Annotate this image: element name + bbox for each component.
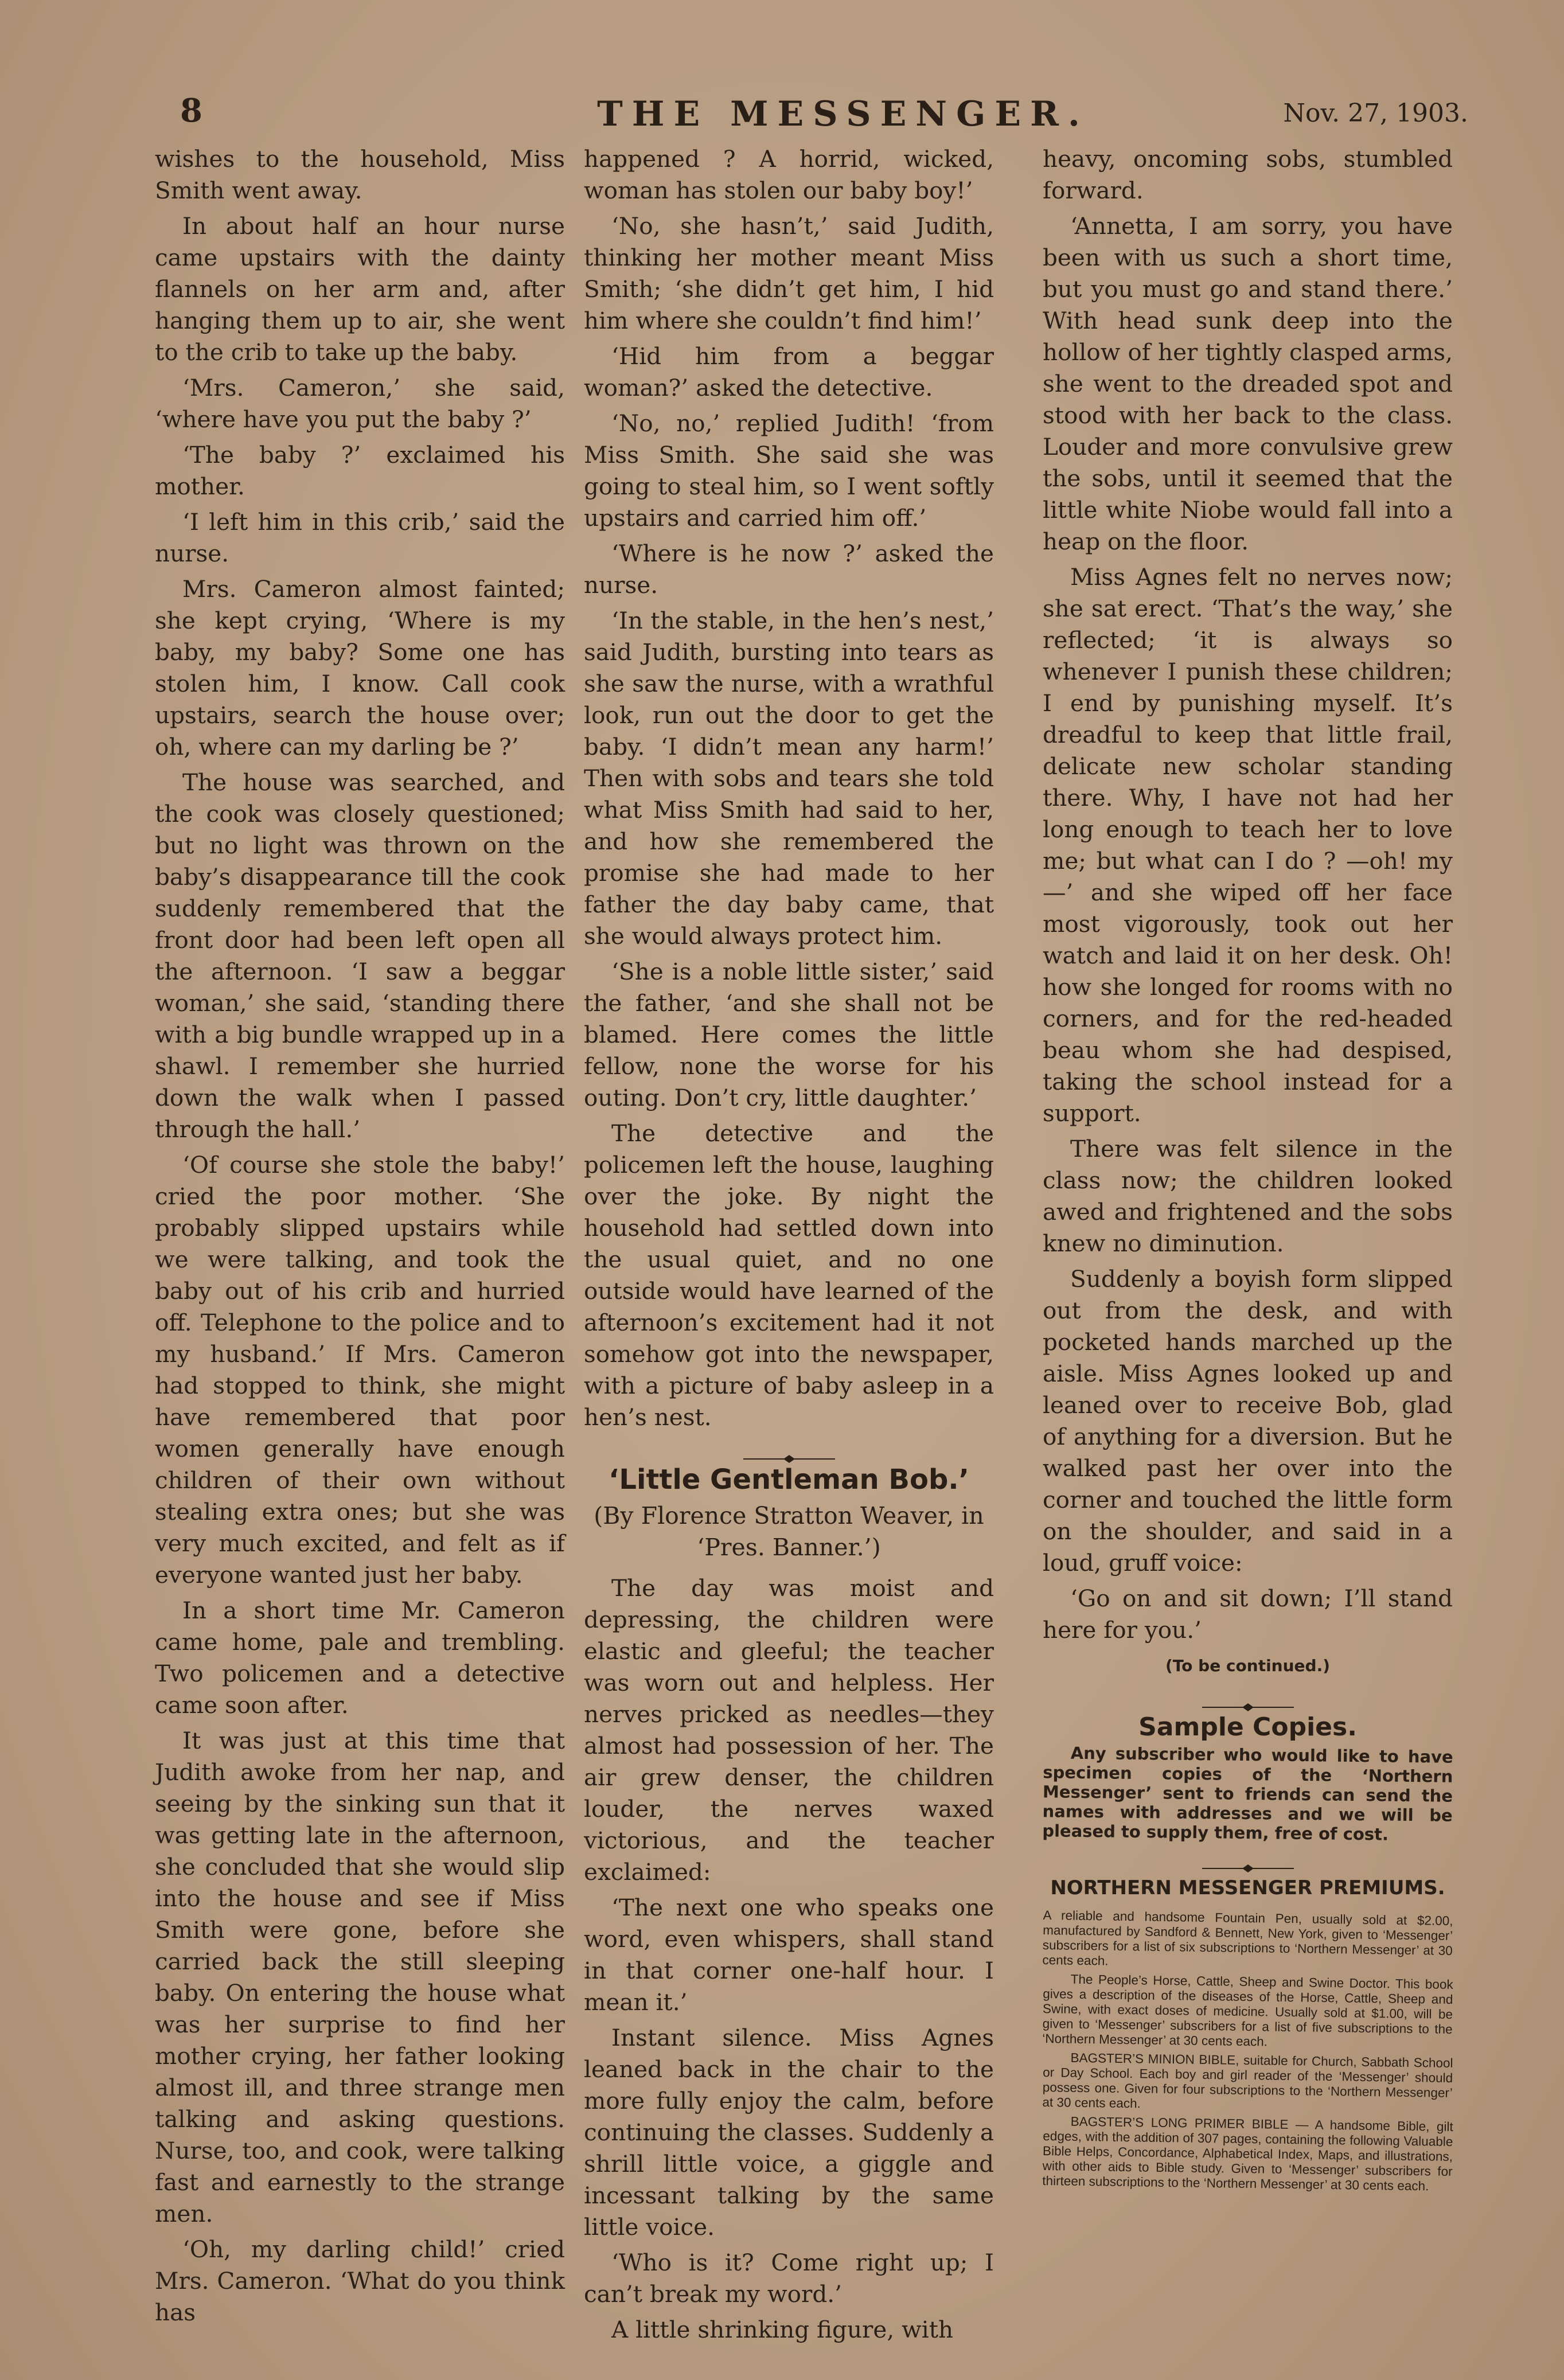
page-header <box>172 92 1468 143</box>
column-2 <box>584 143 994 2350</box>
paragraph: ‘She is a noble little sister,’ said the father, ‘and she shall not be blamed. Here comes the little fellow, none the worse for his outing. Don’t cry, little daughter.’ <box>584 958 994 1111</box>
paragraph: ‘I left him in this crib,’ said the nurse. <box>155 508 565 567</box>
paragraph: wishes to the household, Miss Smith went away. <box>155 145 565 204</box>
paragraph: Instant silence. Miss Agnes leaned back in the chair to the more fully enjoy the calm, before continuing the classes. Suddenly a shrill little voice, a giggle and incessant talking by the same little voice. <box>584 2024 994 2241</box>
paragraph: It was just at this time that Judith awoke from her nap, and seeing by the sinking sun that it was getting late in the afternoon, she concluded that she would slip into the house and see if Miss Smith were gone, before she carried back the still sleeping baby. On entering the house what was her surprise to find her mother crying, her father looking almost ill, and three strange men talking and asking questions. Nurse, too, and cook, were talking fast and earnestly to the strange men. <box>155 1727 565 2227</box>
column-3 <box>1043 143 1453 2195</box>
paragraph: A little shrinking figure, with <box>611 2316 954 2343</box>
paragraph: ‘No, no,’ replied Judith! ‘from Miss Smith. She said she was going to steal him, so I went softly upstairs and carried him off.’ <box>584 409 994 532</box>
paragraph: The day was moist and depressing, the children were elastic and gleeful; the teacher was worn out and helpless. Her nerves pricked as needles—they almost had possession of her. The air grew denser, the children louder, the nerves waxed victorious, and the teacher exclaimed: <box>584 1574 994 1886</box>
story-title: ‘Little Gentleman Bob.’ <box>609 1464 969 1496</box>
ornament-divider <box>1043 1851 1453 1862</box>
paragraph: happened ? A horrid, wicked, woman has stolen our baby boy!’ <box>584 145 994 204</box>
sample-copies-title: Sample Copies. <box>1138 1712 1357 1742</box>
premium-item: The People’s Horse, Cattle, Sheep and Swine Doctor. This book gives a description of the diseases of the Horse, Cattle, Sheep and Swine, with exact doses of medicine. Usually sold at $1.00, will be given to ‘Messenger’ subscribers for a list of five subscriptions to the ‘Northern Messenger’ at 30 cents each. <box>1042 1972 1453 2049</box>
paragraph: In a short time Mr. Cameron came home, pale and trembling. Two policemen and a detective came soon after. <box>155 1597 565 1719</box>
paragraph: The house was searched, and the cook was closely questioned; but no light was thrown on the baby’s disappearance till the cook suddenly remembered that the front door had been left open all the afternoon. ‘I saw a beggar woman,’ she said, ‘standing there with a big bundle wrapped up in a shawl. I remember she hurried down the walk when I passed through the hall.’ <box>155 768 565 1143</box>
premium-item: BAGSTER’S MINION BIBLE, suitable for Church, Sabbath School or Day School. Each boy and girl reader of the ‘Messenger’ should possess one. Given for four subscriptions to the ‘Northern Messenger’ at 30 cents each. <box>1042 2050 1453 2111</box>
paragraph: There was felt silence in the class now; the children looked awed and frightened and the sobs knew no diminution. <box>1043 1135 1453 1257</box>
paragraph: ‘The next one who speaks one word, even whispers, shall stand in that corner one-half hour. I mean it.’ <box>584 1894 994 2016</box>
paragraph: Miss Agnes felt no nerves now; she sat erect. ‘That’s the way,’ she reflected; ‘it is always so whenever I punish these children; I end by punishing myself. It’s dreadful to keep that little frail, delicate new scholar standing there. Why, I have not had her long enough to teach her to love me; but what can I do ? —oh! my—’ and she wiped off her face most vigorously, took out her watch and laid it on her desk. Oh! how she longed for rooms with no corners, and for the red-headed beau whom she had despised, taking the school instead for a support. <box>1043 563 1453 1127</box>
paragraph: ‘The baby ?’ exclaimed his mother. <box>155 441 565 500</box>
page-number: 8 <box>180 92 202 130</box>
paragraph: ‘Go on and sit down; I’ll stand here for you.’ <box>1043 1585 1453 1644</box>
issue-date: Nov. 27, 1903. <box>1283 99 1468 128</box>
paragraph: In about half an hour nurse came upstairs with the dainty flannels on her arm and, after hanging them up to air, she went to the crib to take up the baby. <box>155 212 565 366</box>
paragraph: ‘In the stable, in the hen’s nest,’ said Judith, bursting into tears as she saw the nurse, with a wrathful look, run out the door to get the baby. ‘I didn’t mean any harm!’ Then with sobs and tears she told what Miss Smith had said to her, and how she remembered the promise she had made to her father the day baby came, that she would always protect him. <box>584 607 994 950</box>
paragraph: ‘Oh, my darling child!’ cried Mrs. Cameron. ‘What do you think has <box>155 2235 565 2326</box>
paragraph: ‘Of course she stole the baby!’ cried the poor mother. ‘She probably slipped upstairs while we were talking, and took the baby out of his crib and hurried off. Telephone to the police and to my husband.’ If Mrs. Cameron had stopped to think, she might have remembered that poor women generally have enough children of their own without stealing extra ones; but she was very much excited, and felt as if everyone wanted just her baby. <box>155 1151 565 1589</box>
paragraph: ‘No, she hasn’t,’ said Judith, thinking her mother meant Miss Smith; ‘she didn’t get him, I hid him where she couldn’t find him!’ <box>584 212 994 334</box>
masthead: THE MESSENGER. <box>597 94 1089 134</box>
premium-item: A reliable and handsome Fountain Pen, usually sold at $2.00, manufactured by Sandford & Bennett, New York, given to ‘Messenger’ subscribers for a list of six subscriptions to ‘Northern Messenger’ at 30 cents each. <box>1042 1908 1453 1968</box>
byline-line: ‘Pres. Banner.’) <box>697 1534 881 1561</box>
premium-item: BAGSTER’S LONG PRIMER BIBLE — A handsome Bible, gilt edges, with the addition of 307 pages, containing the following Valuable Bible Helps, Concordance, Alphabetical Index, Maps, and illustrations, with other aids to Bible study. Given to ‘Messenger’ subscribers for thirteen subscriptions to the ‘Northern Messenger’ at 30 cents each. <box>1042 2114 1453 2194</box>
paragraph: ‘Where is he now ?’ asked the nurse. <box>584 540 994 599</box>
byline-line: (By Florence Stratton Weaver, in <box>594 1502 984 1530</box>
ornament-divider <box>584 1441 994 1453</box>
to-be-continued: (To be continued.) <box>1165 1656 1331 1675</box>
ornament-divider <box>1043 1690 1453 1701</box>
paragraph: ‘Hid him from a beggar woman?’ asked the detective. <box>584 342 994 401</box>
paragraph: The detective and the policemen left the house, laughing over the joke. By night the household had settled down into the usual quiet, and no one outside would have learned of the afternoon’s excitement had it not somehow got into the newspaper, with a picture of baby asleep in a hen’s nest. <box>584 1119 994 1431</box>
premiums-title: NORTHERN MESSENGER PREMIUMS. <box>1050 1876 1445 1899</box>
paragraph: ‘Mrs. Cameron,’ she said, ‘where have you put the baby ?’ <box>155 374 565 433</box>
byline <box>584 1500 994 1563</box>
column-1 <box>155 143 565 2332</box>
paragraph: ‘Who is it? Come right up; I can’t break my word.’ <box>584 2249 994 2308</box>
paragraph: heavy, oncoming sobs, stumbled forward. <box>1043 145 1453 204</box>
paragraph: Suddenly a boyish form slipped out from the desk, and with pocketed hands marched up the aisle. Miss Agnes looked up and leaned over to receive Bob, glad of anything for a diversion. But he walked past her over into the corner and touched the little form on the shoulder, and said in a loud, gruff voice: <box>1043 1265 1453 1577</box>
sample-copies-notice: Any subscriber who would like to have specimen copies of the ‘Northern Messenger’ sent to friends can send the names with addresses and we will be pleased to supply them, free of cost. <box>1042 1743 1453 1844</box>
paragraph: ‘Annetta, I am sorry, you have been with us such a short time, but you must go and stand there.’ With head sunk deep into the hollow of her tightly clasped arms, she went to the dreaded spot and stood with her back to the class. Louder and more convulsive grew the sobs, until it seemed that the little white Niobe would fall into a heap on the floor. <box>1043 212 1453 555</box>
paragraph: Mrs. Cameron almost fainted; she kept crying, ‘Where is my baby, my baby? Some one has stolen him, I know. Call cook upstairs, search the house over; oh, where can my darling be ?’ <box>155 575 565 760</box>
